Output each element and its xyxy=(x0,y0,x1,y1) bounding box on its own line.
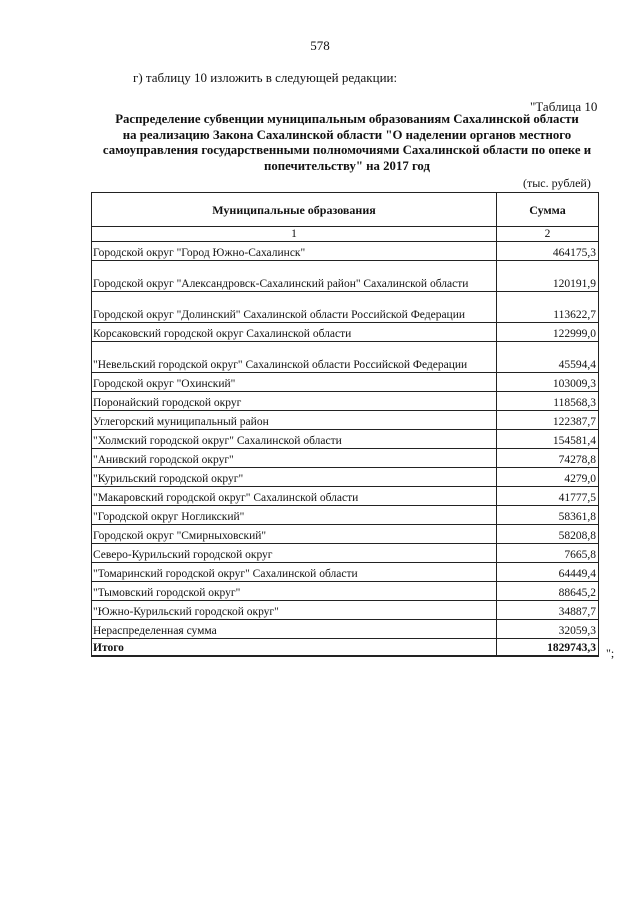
municipality-sum: 464175,3 xyxy=(497,242,599,261)
municipality-name: Корсаковский городской округ Сахалинской области xyxy=(92,323,497,342)
municipality-sum: 32059,3 xyxy=(497,620,599,639)
municipality-name: Городской округ "Город Южно-Сахалинск" xyxy=(92,242,497,261)
municipality-sum: 64449,4 xyxy=(497,563,599,582)
table-row xyxy=(92,411,599,430)
municipality-sum: 7665,8 xyxy=(497,544,599,563)
table-row xyxy=(92,506,599,525)
municipality-name: Северо-Курильский городской округ xyxy=(92,544,497,563)
table-row xyxy=(92,392,599,411)
municipality-sum: 34887,7 xyxy=(497,601,599,620)
table-row xyxy=(92,342,599,373)
municipality-sum: 122999,0 xyxy=(497,323,599,342)
closing-quote: "; xyxy=(606,646,615,660)
column-number: 2 xyxy=(497,227,599,242)
table-row xyxy=(92,563,599,582)
table-row xyxy=(92,292,599,323)
column-number: 1 xyxy=(92,227,497,242)
total-row xyxy=(92,639,599,657)
table-row xyxy=(92,261,599,292)
table-title xyxy=(95,112,599,174)
municipality-name: "Холмский городской округ" Сахалинской области xyxy=(92,430,497,449)
total-sum: 1829743,3 xyxy=(497,639,599,657)
table-row xyxy=(92,468,599,487)
municipality-sum: 4279,0 xyxy=(497,468,599,487)
table-row xyxy=(92,430,599,449)
total-label: Итого xyxy=(92,639,497,657)
title-line: Распределение субвенции муниципальным образованиям Сахалинской области xyxy=(115,112,579,126)
table-row xyxy=(92,620,599,639)
title-line: на реализацию Закона Сахалинской области "О наделении органов местного xyxy=(122,127,572,142)
municipality-sum: 41777,5 xyxy=(497,487,599,506)
municipality-name: Углегорский муниципальный район xyxy=(92,411,497,430)
municipality-sum: 74278,8 xyxy=(497,449,599,468)
intro-text: г) таблицу 10 изложить в следующей редакции: xyxy=(133,70,398,85)
municipality-sum: 113622,7 xyxy=(497,292,599,323)
municipality-name: Городской округ "Александровск-Сахалинский район" Сахалинской области xyxy=(92,261,497,292)
table-row xyxy=(92,323,599,342)
subvention-table xyxy=(91,192,599,657)
municipality-name: Городской округ "Долинский" Сахалинской области Российской Федерации xyxy=(92,292,497,323)
municipality-name: Городской округ "Смирныховский" xyxy=(92,525,497,544)
title-line: самоуправления государственными полномочиями Сахалинской области по опеке и xyxy=(102,143,592,157)
municipality-sum: 122387,7 xyxy=(497,411,599,430)
municipality-name: Поронайский городской округ xyxy=(92,392,497,411)
table-row xyxy=(92,525,599,544)
municipality-name: "Городской округ Ногликский" xyxy=(92,506,497,525)
municipality-sum: 120191,9 xyxy=(497,261,599,292)
table-row xyxy=(92,449,599,468)
municipality-name: "Тымовский городской округ" xyxy=(92,582,497,601)
municipality-sum: 103009,3 xyxy=(497,373,599,392)
title-line: попечительству" на 2017 год xyxy=(264,158,430,173)
table-row xyxy=(92,373,599,392)
municipality-name: Городской округ "Охинский" xyxy=(92,373,497,392)
table-row xyxy=(92,601,599,620)
header-municipalities: Муниципальные образования xyxy=(92,193,497,227)
municipality-sum: 154581,4 xyxy=(497,430,599,449)
municipality-sum: 45594,4 xyxy=(497,342,599,373)
municipality-sum: 118568,3 xyxy=(497,392,599,411)
header-sum: Сумма xyxy=(497,193,599,227)
header-row xyxy=(92,193,599,227)
municipality-sum: 58361,8 xyxy=(497,506,599,525)
table-row xyxy=(92,487,599,506)
table-row xyxy=(92,582,599,601)
municipality-name: "Курильский городской округ" xyxy=(92,468,497,487)
municipality-name: Нераспределенная сумма xyxy=(92,620,497,639)
municipality-name: "Невельский городской округ" Сахалинской области Российской Федерации xyxy=(92,342,497,373)
municipality-sum: 58208,8 xyxy=(497,525,599,544)
municipality-name: "Томаринский городской округ" Сахалинской области xyxy=(92,563,497,582)
column-number-row xyxy=(92,227,599,242)
municipality-name: "Анивский городской округ" xyxy=(92,449,497,468)
table-row xyxy=(92,544,599,563)
table-row xyxy=(92,242,599,261)
units-label: (тыс. рублей) xyxy=(523,176,591,190)
municipality-name: "Южно-Курильский городской округ" xyxy=(92,601,497,620)
table-caption: "Таблица 10 xyxy=(530,99,598,114)
municipality-sum: 88645,2 xyxy=(497,582,599,601)
page-number: 578 xyxy=(310,38,330,53)
municipality-name: "Макаровский городской округ" Сахалинской области xyxy=(92,487,497,506)
